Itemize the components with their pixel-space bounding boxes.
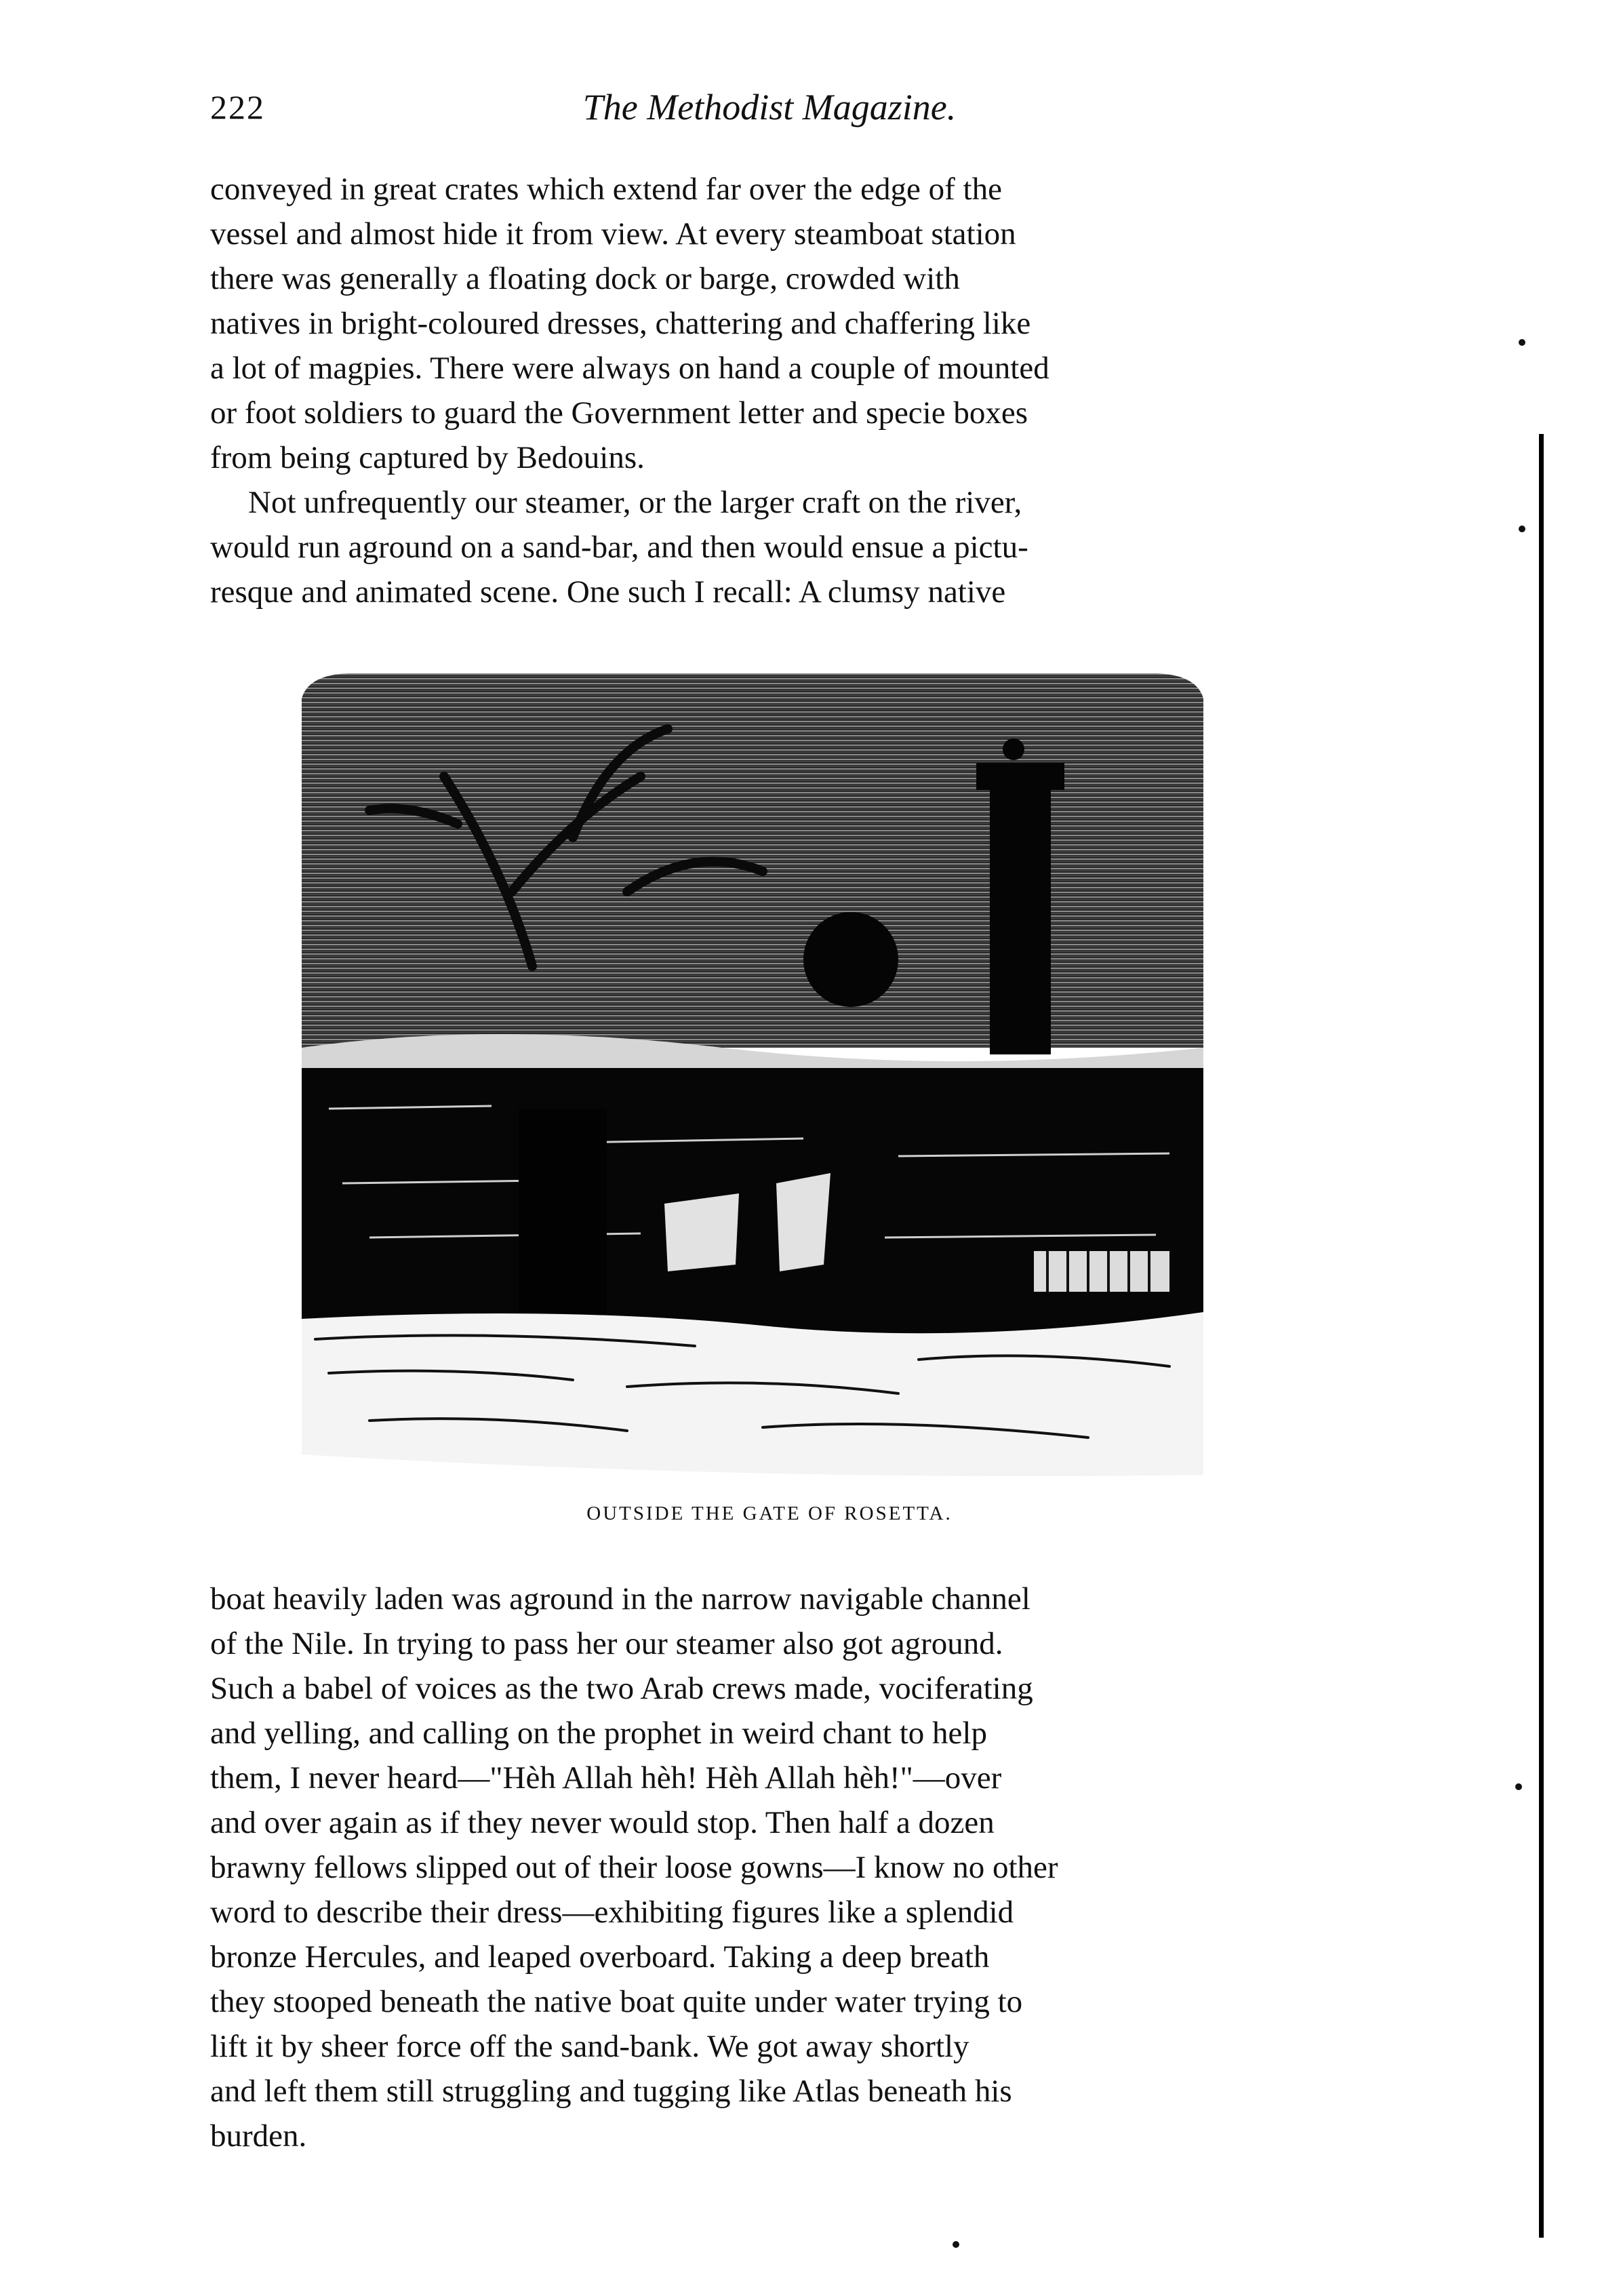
page-number: 222 <box>210 88 265 126</box>
margin-rule <box>1539 434 1544 2238</box>
paragraph-2: Not unfrequently our steamer, or the larger craft on the river, would run aground on a sand-bar, and then would ensue a pictu- resque and animated scene. One such I recall: A clumsy native <box>210 485 1028 610</box>
page-header <box>210 87 1329 134</box>
paragraph-1: conveyed in great crates which extend far over the edge of the vessel and almost hide it from view. At every steamboat station there was generally a floating dock or barge, crowded with natives in bright-coloured dresses, chattering and chaffering like a lot of magpies. There were always on hand a couple of mounted or foot soldiers to guard the Government letter and specie boxes from being captured by Bedouins. <box>210 172 1049 475</box>
margin-dot <box>953 2241 959 2248</box>
paragraph-3: boat heavily laden was aground in the narrow navigable channel of the Nile. In trying to pass her our steamer also got aground. Such a babel of voices as the two Arab crews made, vociferating and yelling, and calling on the prophet in weird chant to help them, I never heard—"Hèh Allah hèh! Hèh Allah hèh!"—over and over again as if they never would stop. Then half a dozen brawny fellows slipped out of their loose gowns—I know no other word to describe their dress—exhibiting figures like a splendid bronze Hercules, and leaped overboard. Taking a deep breath they stooped beneath the native boat quite under water trying to lift it by sheer force off the sand-bank. We got away shortly and left them still struggling and tugging like Atlas beneath his burden. <box>210 1581 1058 2154</box>
running-title: The Methodist Magazine. <box>582 87 957 127</box>
margin-dot <box>1519 339 1525 346</box>
illustration-caption: OUTSIDE THE GATE OF ROSETTA. <box>586 1503 953 1524</box>
margin-dot <box>1519 526 1525 532</box>
engraving-illustration <box>288 668 1217 1485</box>
margin-dot <box>1515 1783 1522 1790</box>
